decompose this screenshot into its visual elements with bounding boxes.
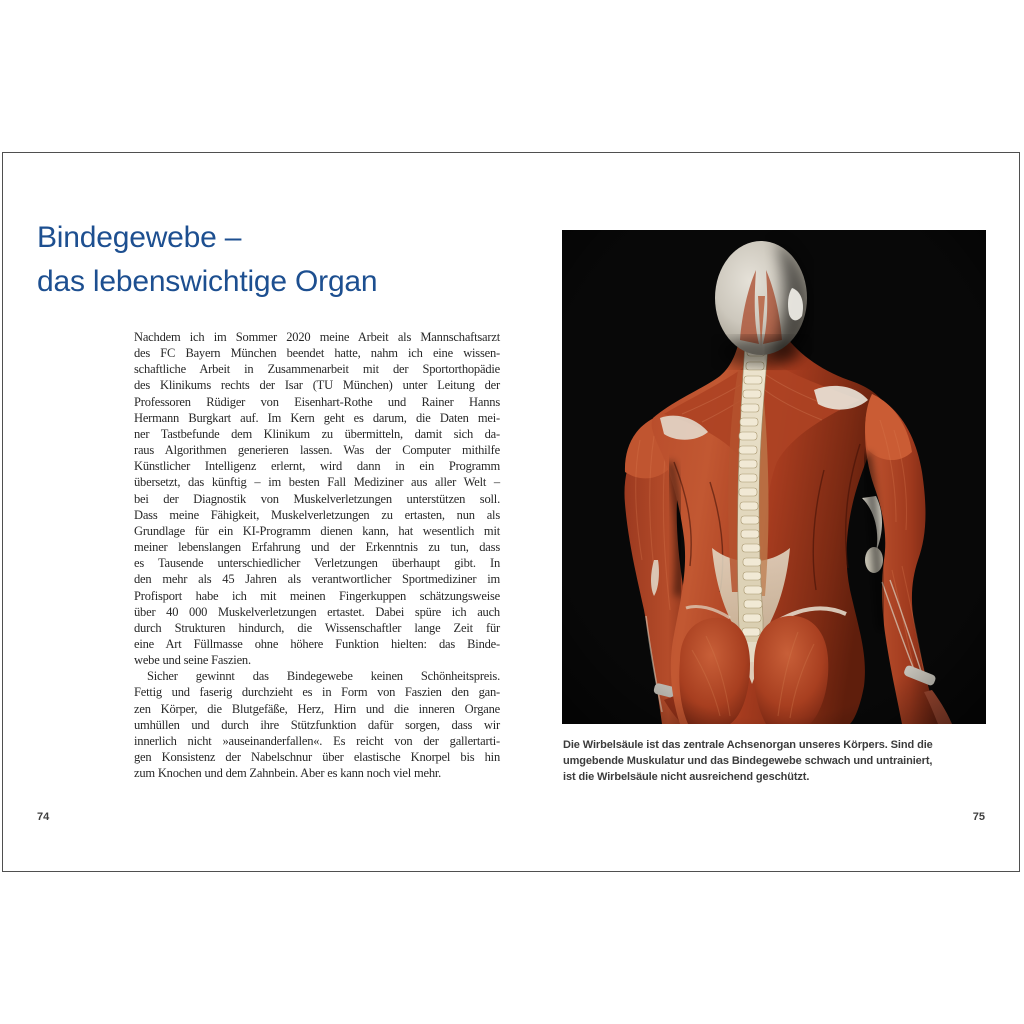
text-line: innerlich nicht »auseinanderfallen«. Es reicht von der gallertarti-	[134, 733, 500, 748]
vignette	[562, 230, 986, 724]
text-line: über 40 000 Muskelverletzungen ertastet. Dabei spüre ich auch	[134, 604, 500, 619]
text-line: schaftliche Arbeit in Zusammenarbeit mit der Sportorthopädie	[134, 362, 500, 377]
chapter-heading-line2: das lebenswichtige Organ	[37, 265, 378, 298]
body-text	[134, 329, 500, 781]
text-line: gen Konsistenz der Nabelschnur über elastische Knorpel bis hin	[134, 750, 500, 765]
page-number-right: 75	[972, 811, 985, 823]
book-spread	[2, 152, 1020, 872]
text-line: raus Algorithmen generieren lassen. Was der Computer mithilfe	[134, 443, 500, 458]
paragraph	[134, 329, 500, 668]
chapter-heading-line1: Bindegewebe –	[37, 221, 242, 254]
text-line: eine Art Füllmasse ohne höhere Funktion hielten: das Binde-	[134, 636, 500, 651]
text-line: Dass meine Fähigkeit, Muskelverletzungen zu ertasten, nun als	[134, 507, 500, 522]
caption-line: ist die Wirbelsäule nicht ausreichend geschützt.	[563, 771, 810, 783]
anatomy-back-illustration	[562, 230, 986, 724]
text-line: Sicher gewinnt das Bindegewebe keinen Schönheitspreis.	[147, 669, 500, 684]
text-line: bei der Diagnostik von Muskelverletzungen unterstützen soll.	[134, 491, 500, 506]
text-line: des FC Bayern München beendet hatte, nahm ich eine wissen-	[134, 346, 500, 361]
text-line: übersetzt, das künftig – im besten Fall Mediziner aus aller Welt –	[134, 475, 500, 490]
text-line: ner Tastbefunde dem Klinikum zu übermitteln, damit sich da-	[134, 426, 500, 441]
caption-line: Die Wirbelsäule ist das zentrale Achsenorgan unseres Körpers. Sind die	[563, 739, 933, 751]
text-line: den mehr als 45 Jahren als verantwortlicher Sportmediziner im	[134, 572, 500, 587]
caption-line: umgebende Muskulatur und das Bindegewebe schwach und untrainiert,	[563, 755, 933, 767]
text-line: webe und seine Faszien.	[134, 653, 251, 668]
text-line: Hermann Burgkart auf. Im Kern geht es darum, die Daten mei-	[134, 410, 500, 425]
page-number-left: 74	[37, 811, 50, 823]
text-line: zen Körper, die Blutgefäße, Herz, Hirn und die inneren Organe	[134, 701, 500, 716]
text-line: Grundlage für ein KI-Programm dienen kann, hat wesentlich mit	[134, 523, 500, 538]
text-line: durch Strukturen hindurch, die Wissenschaftler lange Zeit für	[134, 620, 500, 635]
text-line: des Klinikums rechts der Isar (TU München) unter Leitung der	[134, 378, 500, 393]
paragraph	[134, 668, 500, 781]
text-line: Professoren Rüdiger von Eisenhart-Rothe und Rainer Hanns	[134, 394, 500, 409]
text-line: Profisport habe ich mit meinen Fingerkuppen schätzungsweise	[134, 588, 500, 603]
anatomy-figure-image	[562, 230, 986, 724]
text-line: es Tausende unterschiedlicher Verletzungen überhaupt gibt. In	[134, 556, 500, 571]
text-line: umhüllen und durch ihre Stützfunktion dafür sorgen, dass wir	[134, 717, 500, 732]
text-line: meiner lebenslangen Erfahrung und der Erkenntnis zu tun, dass	[134, 540, 500, 555]
image-caption	[563, 737, 933, 785]
text-line: Künstlicher Intelligenz erlernt, wird dann in ein Programm	[134, 459, 500, 474]
text-line: Nachdem ich im Sommer 2020 meine Arbeit als Mannschaftsarzt	[134, 330, 500, 344]
chapter-heading	[37, 216, 377, 304]
text-line: Fettig und faserig durchzieht es in Form von Faszien den gan-	[134, 685, 500, 700]
text-line: zum Knochen und dem Zahnbein. Aber es kann noch viel mehr.	[134, 766, 442, 781]
